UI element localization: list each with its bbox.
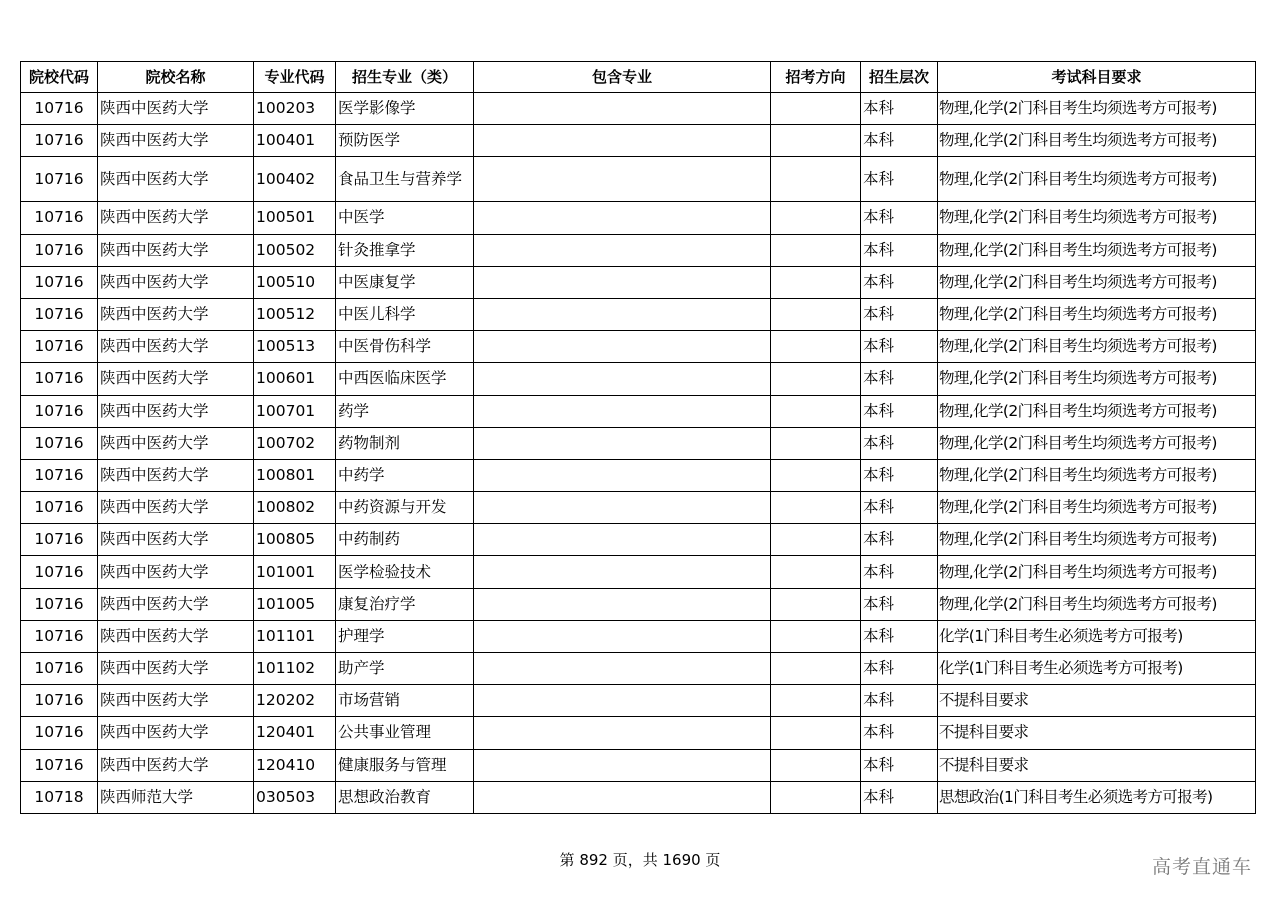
cell-subject-requirement: 物理,化学(2门科目考生均须选考方可报考)	[938, 588, 1256, 620]
cell-school-name: 陕西中医药大学	[98, 556, 254, 588]
cell-level: 本科	[861, 717, 938, 749]
header-school-code: 院校代码	[21, 62, 98, 93]
cell-direction	[771, 157, 861, 202]
cell-included-majors	[474, 363, 771, 395]
cell-school-code: 10716	[21, 395, 98, 427]
cell-level: 本科	[861, 298, 938, 330]
cell-subject-requirement: 不提科目要求	[938, 717, 1256, 749]
cell-major-code: 101005	[254, 588, 336, 620]
cell-major: 中医儿科学	[336, 298, 474, 330]
cell-direction	[771, 125, 861, 157]
cell-school-name: 陕西中医药大学	[98, 234, 254, 266]
cell-major-code: 101001	[254, 556, 336, 588]
cell-level: 本科	[861, 427, 938, 459]
table-row	[21, 298, 1256, 330]
cell-major-code: 100501	[254, 202, 336, 234]
table-row	[21, 331, 1256, 363]
cell-included-majors	[474, 202, 771, 234]
cell-subject-requirement: 物理,化学(2门科目考生均须选考方可报考)	[938, 266, 1256, 298]
cell-direction	[771, 427, 861, 459]
cell-direction	[771, 331, 861, 363]
cell-major-code: 100601	[254, 363, 336, 395]
cell-major: 中医骨伤科学	[336, 331, 474, 363]
header-row	[21, 62, 1256, 93]
table-row	[21, 202, 1256, 234]
cell-school-code: 10716	[21, 524, 98, 556]
cell-direction	[771, 93, 861, 125]
cell-major: 健康服务与管理	[336, 749, 474, 781]
cell-major: 康复治疗学	[336, 588, 474, 620]
cell-major-code: 100805	[254, 524, 336, 556]
cell-major: 预防医学	[336, 125, 474, 157]
cell-major-code: 030503	[254, 781, 336, 813]
cell-major: 中药制药	[336, 524, 474, 556]
cell-included-majors	[474, 556, 771, 588]
cell-subject-requirement: 化学(1门科目考生必须选考方可报考)	[938, 620, 1256, 652]
cell-level: 本科	[861, 492, 938, 524]
cell-major-code: 100702	[254, 427, 336, 459]
cell-school-code: 10716	[21, 93, 98, 125]
header-direction: 招考方向	[771, 62, 861, 93]
cell-major-code: 100502	[254, 234, 336, 266]
table-row	[21, 620, 1256, 652]
cell-school-name: 陕西中医药大学	[98, 93, 254, 125]
cell-direction	[771, 524, 861, 556]
cell-major: 护理学	[336, 620, 474, 652]
cell-school-code: 10716	[21, 427, 98, 459]
cell-school-name: 陕西中医药大学	[98, 459, 254, 491]
cell-included-majors	[474, 492, 771, 524]
cell-level: 本科	[861, 620, 938, 652]
cell-subject-requirement: 物理,化学(2门科目考生均须选考方可报考)	[938, 125, 1256, 157]
cell-major: 药物制剂	[336, 427, 474, 459]
cell-school-code: 10716	[21, 588, 98, 620]
cell-direction	[771, 749, 861, 781]
cell-direction	[771, 459, 861, 491]
cell-included-majors	[474, 157, 771, 202]
cell-direction	[771, 363, 861, 395]
cell-direction	[771, 781, 861, 813]
cell-school-code: 10716	[21, 717, 98, 749]
cell-included-majors	[474, 620, 771, 652]
cell-subject-requirement: 物理,化学(2门科目考生均须选考方可报考)	[938, 157, 1256, 202]
cell-major-code: 100402	[254, 157, 336, 202]
cell-subject-requirement: 物理,化学(2门科目考生均须选考方可报考)	[938, 556, 1256, 588]
cell-level: 本科	[861, 125, 938, 157]
cell-major-code: 120202	[254, 685, 336, 717]
cell-level: 本科	[861, 331, 938, 363]
header-level: 招生层次	[861, 62, 938, 93]
cell-level: 本科	[861, 556, 938, 588]
cell-direction	[771, 266, 861, 298]
table-row	[21, 749, 1256, 781]
cell-major: 中医康复学	[336, 266, 474, 298]
cell-major-code: 120410	[254, 749, 336, 781]
cell-school-name: 陕西中医药大学	[98, 588, 254, 620]
cell-direction	[771, 717, 861, 749]
cell-major-code: 100701	[254, 395, 336, 427]
cell-subject-requirement: 物理,化学(2门科目考生均须选考方可报考)	[938, 93, 1256, 125]
table-row	[21, 781, 1256, 813]
cell-level: 本科	[861, 524, 938, 556]
cell-included-majors	[474, 125, 771, 157]
cell-included-majors	[474, 331, 771, 363]
page-number: 第 892 页，共 1690 页	[559, 851, 721, 869]
cell-level: 本科	[861, 93, 938, 125]
cell-level: 本科	[861, 202, 938, 234]
cell-direction	[771, 234, 861, 266]
table-row	[21, 492, 1256, 524]
cell-school-name: 陕西中医药大学	[98, 620, 254, 652]
table-row	[21, 427, 1256, 459]
watermark: 高考直通车	[1151, 856, 1252, 878]
cell-level: 本科	[861, 781, 938, 813]
cell-included-majors	[474, 685, 771, 717]
cell-level: 本科	[861, 459, 938, 491]
cell-major: 食品卫生与营养学	[336, 157, 474, 202]
table-row	[21, 556, 1256, 588]
header-included-majors: 包含专业	[474, 62, 771, 93]
cell-level: 本科	[861, 653, 938, 685]
cell-subject-requirement: 物理,化学(2门科目考生均须选考方可报考)	[938, 202, 1256, 234]
cell-school-name: 陕西中医药大学	[98, 717, 254, 749]
cell-level: 本科	[861, 395, 938, 427]
cell-school-code: 10716	[21, 298, 98, 330]
cell-school-code: 10716	[21, 685, 98, 717]
table-row	[21, 685, 1256, 717]
cell-major-code: 100801	[254, 459, 336, 491]
cell-school-name: 陕西中医药大学	[98, 653, 254, 685]
cell-major: 中医学	[336, 202, 474, 234]
cell-school-code: 10716	[21, 749, 98, 781]
cell-level: 本科	[861, 157, 938, 202]
cell-major: 针灸推拿学	[336, 234, 474, 266]
cell-school-name: 陕西中医药大学	[98, 363, 254, 395]
cell-subject-requirement: 物理,化学(2门科目考生均须选考方可报考)	[938, 524, 1256, 556]
cell-subject-requirement: 物理,化学(2门科目考生均须选考方可报考)	[938, 234, 1256, 266]
cell-direction	[771, 492, 861, 524]
cell-school-code: 10716	[21, 653, 98, 685]
table-row	[21, 459, 1256, 491]
cell-subject-requirement: 物理,化学(2门科目考生均须选考方可报考)	[938, 298, 1256, 330]
cell-school-code: 10716	[21, 157, 98, 202]
cell-school-name: 陕西中医药大学	[98, 331, 254, 363]
cell-school-name: 陕西师范大学	[98, 781, 254, 813]
table-row	[21, 395, 1256, 427]
cell-major: 公共事业管理	[336, 717, 474, 749]
cell-direction	[771, 685, 861, 717]
cell-major: 药学	[336, 395, 474, 427]
cell-direction	[771, 653, 861, 685]
cell-direction	[771, 556, 861, 588]
admissions-table	[20, 61, 1256, 814]
cell-subject-requirement: 物理,化学(2门科目考生均须选考方可报考)	[938, 492, 1256, 524]
cell-subject-requirement: 物理,化学(2门科目考生均须选考方可报考)	[938, 427, 1256, 459]
cell-included-majors	[474, 749, 771, 781]
cell-level: 本科	[861, 588, 938, 620]
cell-direction	[771, 202, 861, 234]
table-row	[21, 524, 1256, 556]
cell-included-majors	[474, 653, 771, 685]
table-row	[21, 125, 1256, 157]
cell-direction	[771, 588, 861, 620]
cell-school-code: 10718	[21, 781, 98, 813]
cell-subject-requirement: 物理,化学(2门科目考生均须选考方可报考)	[938, 363, 1256, 395]
cell-subject-requirement: 化学(1门科目考生必须选考方可报考)	[938, 653, 1256, 685]
cell-major: 医学检验技术	[336, 556, 474, 588]
cell-school-code: 10716	[21, 234, 98, 266]
table-body	[21, 93, 1256, 814]
cell-school-name: 陕西中医药大学	[98, 685, 254, 717]
cell-subject-requirement: 物理,化学(2门科目考生均须选考方可报考)	[938, 331, 1256, 363]
table-row	[21, 234, 1256, 266]
cell-school-name: 陕西中医药大学	[98, 298, 254, 330]
cell-major-code: 100512	[254, 298, 336, 330]
cell-included-majors	[474, 298, 771, 330]
cell-included-majors	[474, 459, 771, 491]
table-row	[21, 653, 1256, 685]
cell-school-name: 陕西中医药大学	[98, 202, 254, 234]
cell-included-majors	[474, 266, 771, 298]
header-major-code: 专业代码	[254, 62, 336, 93]
cell-school-name: 陕西中医药大学	[98, 395, 254, 427]
cell-school-name: 陕西中医药大学	[98, 427, 254, 459]
cell-major-code: 101101	[254, 620, 336, 652]
cell-included-majors	[474, 93, 771, 125]
cell-included-majors	[474, 588, 771, 620]
cell-direction	[771, 620, 861, 652]
header-major: 招生专业（类）	[336, 62, 474, 93]
cell-level: 本科	[861, 685, 938, 717]
cell-subject-requirement: 思想政治(1门科目考生必须选考方可报考)	[938, 781, 1256, 813]
cell-major-code: 100510	[254, 266, 336, 298]
cell-included-majors	[474, 717, 771, 749]
header-school-name: 院校名称	[98, 62, 254, 93]
cell-major-code: 100401	[254, 125, 336, 157]
cell-school-name: 陕西中医药大学	[98, 157, 254, 202]
cell-school-name: 陕西中医药大学	[98, 524, 254, 556]
cell-major-code: 100513	[254, 331, 336, 363]
cell-school-code: 10716	[21, 202, 98, 234]
cell-school-name: 陕西中医药大学	[98, 749, 254, 781]
cell-major: 市场营销	[336, 685, 474, 717]
cell-included-majors	[474, 395, 771, 427]
cell-major-code: 101102	[254, 653, 336, 685]
cell-school-name: 陕西中医药大学	[98, 125, 254, 157]
cell-level: 本科	[861, 234, 938, 266]
cell-school-code: 10716	[21, 492, 98, 524]
table-row	[21, 363, 1256, 395]
cell-level: 本科	[861, 749, 938, 781]
cell-major: 医学影像学	[336, 93, 474, 125]
table-row	[21, 588, 1256, 620]
cell-subject-requirement: 不提科目要求	[938, 685, 1256, 717]
cell-included-majors	[474, 427, 771, 459]
cell-major: 助产学	[336, 653, 474, 685]
cell-included-majors	[474, 524, 771, 556]
cell-school-code: 10716	[21, 363, 98, 395]
cell-direction	[771, 395, 861, 427]
cell-major: 中药学	[336, 459, 474, 491]
cell-school-name: 陕西中医药大学	[98, 492, 254, 524]
cell-school-code: 10716	[21, 620, 98, 652]
cell-school-code: 10716	[21, 556, 98, 588]
cell-school-code: 10716	[21, 459, 98, 491]
cell-school-code: 10716	[21, 125, 98, 157]
cell-school-name: 陕西中医药大学	[98, 266, 254, 298]
cell-major-code: 120401	[254, 717, 336, 749]
cell-school-code: 10716	[21, 331, 98, 363]
cell-major-code: 100802	[254, 492, 336, 524]
table-row	[21, 157, 1256, 202]
cell-major-code: 100203	[254, 93, 336, 125]
cell-direction	[771, 298, 861, 330]
table-row	[21, 717, 1256, 749]
cell-subject-requirement: 物理,化学(2门科目考生均须选考方可报考)	[938, 395, 1256, 427]
cell-subject-requirement: 物理,化学(2门科目考生均须选考方可报考)	[938, 459, 1256, 491]
table-row	[21, 93, 1256, 125]
cell-major: 中药资源与开发	[336, 492, 474, 524]
cell-school-code: 10716	[21, 266, 98, 298]
table-row	[21, 266, 1256, 298]
cell-included-majors	[474, 781, 771, 813]
cell-subject-requirement: 不提科目要求	[938, 749, 1256, 781]
cell-major: 中西医临床医学	[336, 363, 474, 395]
cell-level: 本科	[861, 363, 938, 395]
cell-level: 本科	[861, 266, 938, 298]
header-subject-requirement: 考试科目要求	[938, 62, 1256, 93]
cell-included-majors	[474, 234, 771, 266]
cell-major: 思想政治教育	[336, 781, 474, 813]
